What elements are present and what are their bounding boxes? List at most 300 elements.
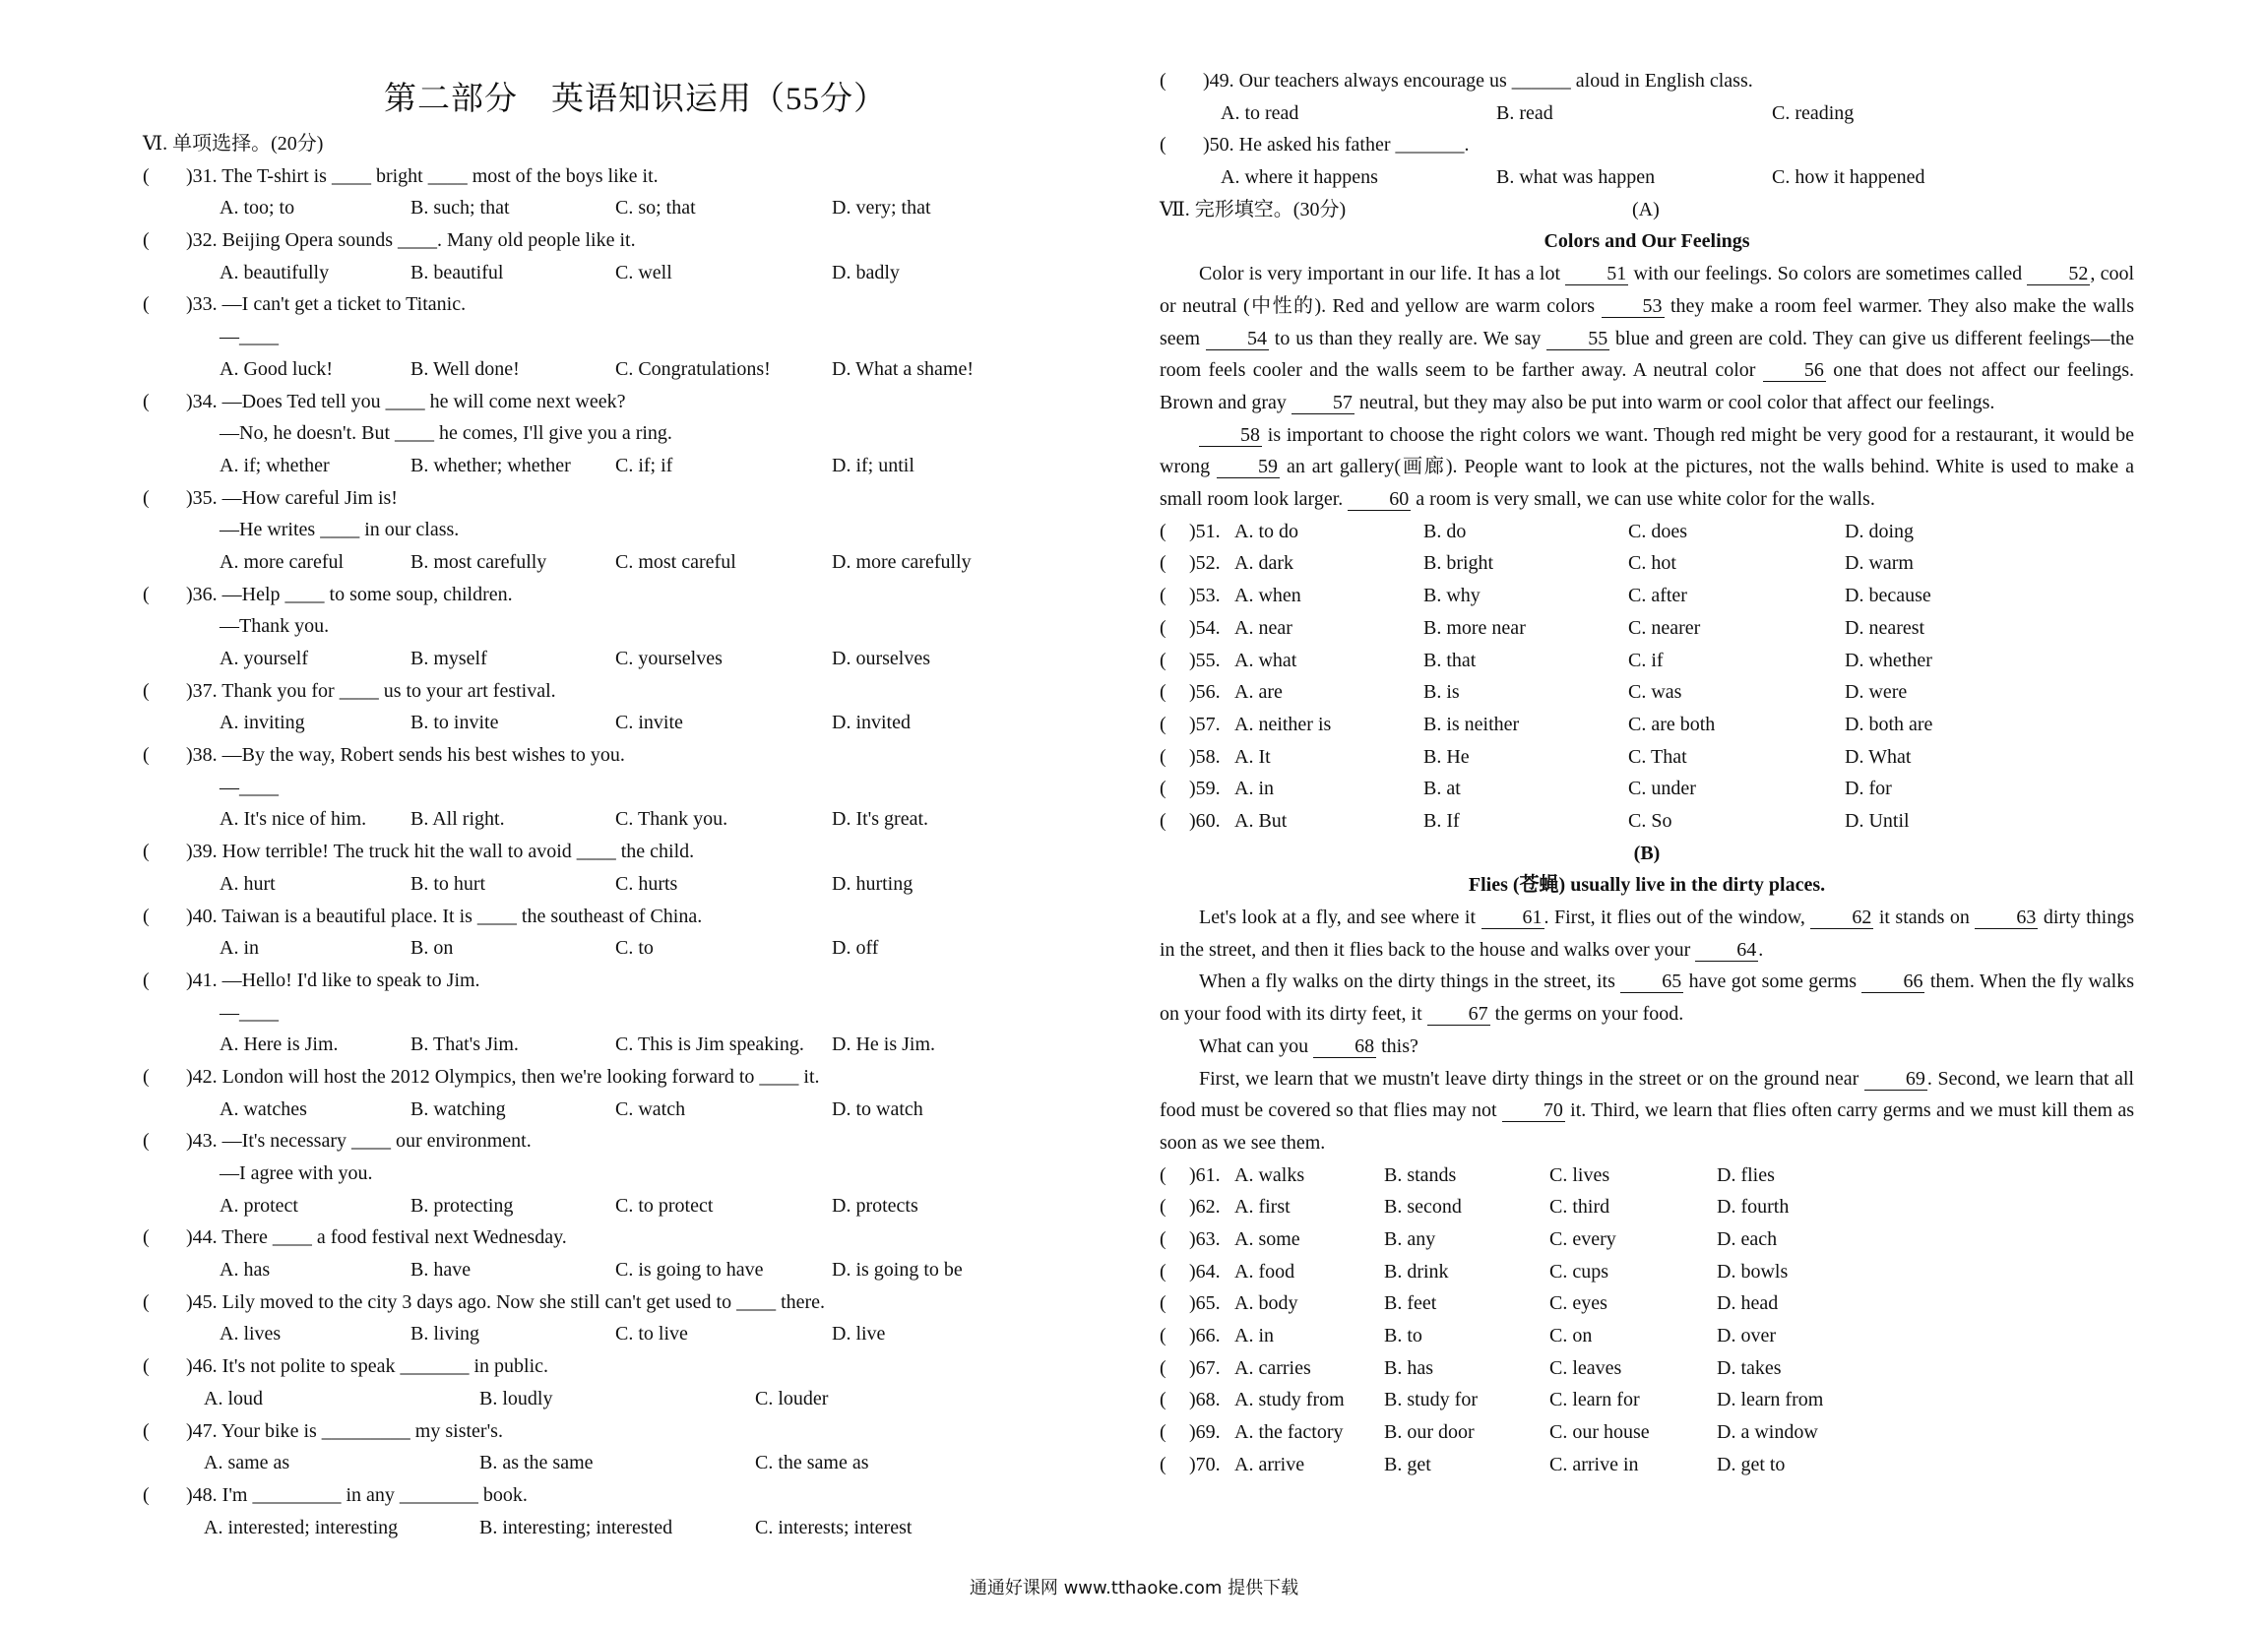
option-49-B: B. read bbox=[1496, 101, 1553, 124]
answer-paren: ( bbox=[1160, 1356, 1166, 1379]
question-42-options bbox=[143, 1094, 1009, 1126]
answer-paren: ( bbox=[1160, 1325, 1166, 1347]
section-7-heading bbox=[1160, 194, 2134, 226]
cloze-options-59 bbox=[1160, 773, 2134, 805]
cloze-blank-55: 55 bbox=[1546, 328, 1609, 350]
option-44-A: A. has bbox=[220, 1259, 271, 1282]
option-40-A: A. in bbox=[220, 937, 259, 960]
option-56-B: B. is bbox=[1423, 681, 1460, 704]
option-36-A: A. yourself bbox=[220, 648, 308, 669]
part-a-label: (A) bbox=[1632, 198, 1660, 220]
option-66-C: C. on bbox=[1549, 1325, 1593, 1347]
answer-paren: ( bbox=[143, 905, 150, 927]
option-31-A: A. too; to bbox=[220, 197, 295, 219]
option-33-C: C. Congratulations! bbox=[615, 357, 771, 380]
reply-text: —No, he doesn't. But ____ he comes, I'll give you a ring. bbox=[220, 422, 672, 445]
answer-paren: ( bbox=[1160, 713, 1166, 735]
option-35-A: A. more careful bbox=[220, 550, 345, 573]
cloze-blank-70: 70 bbox=[1502, 1099, 1565, 1122]
question-49-options bbox=[1160, 97, 2134, 130]
option-42-D: D. to watch bbox=[832, 1097, 923, 1120]
option-69-D: D. a window bbox=[1717, 1421, 1818, 1444]
option-59-A: A. in bbox=[1234, 778, 1274, 800]
option-39-A: A. hurt bbox=[220, 872, 276, 895]
section-7-title: Ⅶ. 完形填空。(30分) bbox=[1160, 198, 1347, 220]
cloze-options-64 bbox=[1160, 1256, 2134, 1288]
question-36-reply bbox=[143, 610, 1009, 643]
cloze-options-62 bbox=[1160, 1191, 2134, 1223]
question-31 bbox=[143, 160, 1009, 193]
option-37-B: B. to invite bbox=[410, 712, 499, 734]
reply-text: —____ bbox=[220, 776, 279, 798]
option-53-D: D. because bbox=[1845, 585, 1931, 607]
reply-text: —____ bbox=[220, 326, 279, 348]
answer-paren: ( bbox=[1160, 616, 1166, 639]
option-55-D: D. whether bbox=[1845, 649, 1932, 671]
cloze-number: )60. bbox=[1189, 809, 1221, 832]
option-48-A: A. interested; interesting bbox=[204, 1516, 399, 1538]
option-62-B: B. second bbox=[1384, 1196, 1462, 1219]
cloze-blank-60: 60 bbox=[1348, 488, 1411, 511]
option-35-B: B. most carefully bbox=[410, 550, 547, 573]
question-text: )32. Beijing Opera sounds ____. Many old people like it. bbox=[186, 229, 636, 252]
option-47-B: B. as the same bbox=[479, 1452, 594, 1474]
passage-b-paragraph: What can you 68 this? bbox=[1199, 1034, 1418, 1057]
option-67-A: A. carries bbox=[1234, 1356, 1311, 1379]
cloze-options-51 bbox=[1160, 516, 2134, 548]
cloze-blank-61: 61 bbox=[1481, 907, 1544, 929]
option-60-D: D. Until bbox=[1845, 809, 1910, 832]
cloze-number: )51. bbox=[1189, 520, 1221, 542]
cloze-number: )61. bbox=[1189, 1163, 1221, 1186]
question-44-options bbox=[143, 1254, 1009, 1286]
option-45-D: D. live bbox=[832, 1323, 886, 1346]
answer-paren: ( bbox=[1160, 1453, 1166, 1475]
answer-paren: ( bbox=[143, 1355, 150, 1378]
question-43 bbox=[143, 1125, 1009, 1158]
question-text: )39. How terrible! The truck hit the wall to avoid ____ the child. bbox=[186, 841, 695, 863]
answer-paren: ( bbox=[143, 293, 150, 316]
option-61-A: A. walks bbox=[1234, 1163, 1305, 1186]
question-34-reply bbox=[143, 417, 1009, 450]
passage-a-title: Colors and Our Feelings bbox=[1544, 230, 1750, 253]
passage-a-paragraph: Color is very important in our life. It has a lot 51 with our feelings. So colors are sometimes called 52 , cool or neutral (中性的). Red and yellow are warm colors 53 they make a room feel warmer. They also make the walls seem 54 to us than they really are. We say 55 blue and green are cold. They can give us different feelings—the room feels cooler and the walls seem to be farther away. A neutral color 56 one that does not affect our feelings. Brown and gray 57 neutral, but they may also be put into warm or cool color that affect our feelings. bbox=[1160, 263, 2135, 413]
option-32-D: D. badly bbox=[832, 261, 900, 283]
answer-paren: ( bbox=[143, 1130, 150, 1153]
option-50-A: A. where it happens bbox=[1221, 166, 1378, 189]
option-68-D: D. learn from bbox=[1717, 1389, 1824, 1411]
answer-paren: ( bbox=[143, 744, 150, 767]
option-32-B: B. beautiful bbox=[410, 261, 504, 283]
question-40-options bbox=[143, 932, 1009, 965]
option-42-B: B. watching bbox=[410, 1097, 506, 1120]
cloze-number: )54. bbox=[1189, 616, 1221, 639]
page-title: 第二部分 英语知识运用（55分） bbox=[384, 82, 887, 117]
answer-paren: ( bbox=[1160, 1228, 1166, 1250]
option-58-B: B. He bbox=[1423, 745, 1470, 768]
footer-text: 通通好课网 www.tthaoke.com 提供下载 bbox=[969, 1578, 1299, 1598]
option-41-C: C. This is Jim speaking. bbox=[615, 1033, 804, 1056]
question-34 bbox=[143, 386, 1009, 418]
question-text: )40. Taiwan is a beautiful place. It is ____ the southeast of China. bbox=[186, 905, 703, 927]
option-70-D: D. get to bbox=[1717, 1453, 1786, 1475]
question-text: )34. —Does Ted tell you ____ he will come next week? bbox=[186, 390, 626, 412]
option-60-B: B. If bbox=[1423, 809, 1460, 832]
answer-paren: ( bbox=[1160, 745, 1166, 768]
cloze-options-60 bbox=[1160, 805, 2134, 838]
option-70-B: B. get bbox=[1384, 1453, 1431, 1475]
option-54-A: A. near bbox=[1234, 616, 1292, 639]
cloze-number: )69. bbox=[1189, 1421, 1221, 1444]
question-33-reply bbox=[143, 321, 1009, 353]
question-50 bbox=[1160, 129, 2134, 161]
reply-text: —I agree with you. bbox=[220, 1162, 373, 1184]
question-37 bbox=[143, 675, 1009, 708]
option-35-D: D. more carefully bbox=[832, 550, 972, 573]
question-39 bbox=[143, 836, 1009, 868]
option-42-A: A. watches bbox=[220, 1097, 307, 1120]
question-text: )41. —Hello! I'd like to speak to Jim. bbox=[186, 969, 480, 991]
passage-b-paragraph: Let's look at a fly, and see where it 61 . First, it flies out of the window, 62 it stands on 63 dirty things in the street, and then it flies back to the house and walks over your 64 . bbox=[1160, 907, 2134, 961]
option-40-B: B. on bbox=[410, 937, 454, 960]
cloze-blank-51: 51 bbox=[1565, 263, 1628, 285]
option-53-A: A. when bbox=[1234, 585, 1301, 607]
option-41-D: D. He is Jim. bbox=[832, 1033, 935, 1056]
answer-paren: ( bbox=[1160, 1260, 1166, 1283]
cloze-blank-54: 54 bbox=[1206, 328, 1269, 350]
option-41-A: A. Here is Jim. bbox=[220, 1033, 339, 1056]
option-33-A: A. Good luck! bbox=[220, 357, 333, 380]
answer-paren: ( bbox=[143, 969, 150, 991]
question-32-options bbox=[143, 257, 1009, 289]
option-67-B: B. has bbox=[1384, 1356, 1433, 1379]
option-37-D: D. invited bbox=[832, 712, 911, 734]
cloze-options-67 bbox=[1160, 1352, 2134, 1385]
cloze-number: )57. bbox=[1189, 713, 1221, 735]
cloze-options-66 bbox=[1160, 1320, 2134, 1352]
cloze-number: )62. bbox=[1189, 1196, 1221, 1219]
cloze-options-58 bbox=[1160, 741, 2134, 774]
option-61-D: D. flies bbox=[1717, 1163, 1775, 1186]
answer-paren: ( bbox=[1160, 70, 1166, 92]
option-52-A: A. dark bbox=[1234, 552, 1293, 575]
question-text: )37. Thank you for ____ us to your art festival. bbox=[186, 679, 556, 702]
cloze-blank-52: 52 bbox=[2027, 263, 2090, 285]
question-41 bbox=[143, 965, 1009, 997]
option-40-C: C. to bbox=[615, 937, 654, 960]
cloze-number: )64. bbox=[1189, 1260, 1221, 1283]
question-38-options bbox=[143, 803, 1009, 836]
question-text: )31. The T-shirt is ____ bright ____ most of the boys like it. bbox=[186, 164, 659, 187]
passage-a-paragraph: 58 is important to choose the right colors we want. Though red might be very good for a restaurant, it would be wrong 59 an art gallery(画廊). People want to look at the pictures, not the walls behind. White is used to make a small room look larger. 60 a room is very small, we can use white color for the walls. bbox=[1160, 423, 2134, 511]
answer-paren: ( bbox=[1160, 585, 1166, 607]
option-54-C: C. nearer bbox=[1628, 616, 1701, 639]
cloze-options-61 bbox=[1160, 1159, 2134, 1192]
answer-paren: ( bbox=[1160, 134, 1166, 157]
option-44-D: D. is going to be bbox=[832, 1259, 963, 1282]
cloze-blank-62: 62 bbox=[1810, 907, 1873, 929]
option-50-B: B. what was happen bbox=[1496, 166, 1656, 189]
cloze-number: )67. bbox=[1189, 1356, 1221, 1379]
option-52-B: B. bright bbox=[1423, 552, 1494, 575]
passage-b-title: Flies (苍蝇) usually live in the dirty places. bbox=[1468, 874, 1826, 897]
answer-paren: ( bbox=[143, 1419, 150, 1442]
option-62-C: C. third bbox=[1549, 1196, 1610, 1219]
cloze-number: )63. bbox=[1189, 1228, 1221, 1250]
option-56-C: C. was bbox=[1628, 681, 1682, 704]
answer-paren: ( bbox=[143, 583, 150, 605]
option-31-C: C. so; that bbox=[615, 197, 696, 219]
option-64-D: D. bowls bbox=[1717, 1260, 1789, 1283]
option-68-B: B. study for bbox=[1384, 1389, 1478, 1411]
cloze-number: )56. bbox=[1189, 681, 1221, 704]
option-64-C: C. cups bbox=[1549, 1260, 1608, 1283]
cloze-number: )65. bbox=[1189, 1292, 1221, 1315]
option-38-D: D. It's great. bbox=[832, 808, 929, 831]
question-37-options bbox=[143, 707, 1009, 739]
cloze-blank-66: 66 bbox=[1861, 971, 1924, 993]
option-48-C: C. interests; interest bbox=[755, 1516, 913, 1538]
option-36-B: B. myself bbox=[410, 648, 487, 669]
cloze-options-55 bbox=[1160, 645, 2134, 677]
option-45-C: C. to live bbox=[615, 1323, 688, 1346]
answer-paren: ( bbox=[1160, 552, 1166, 575]
option-54-D: D. nearest bbox=[1845, 616, 1925, 639]
option-34-C: C. if; if bbox=[615, 454, 673, 476]
cloze-number: )70. bbox=[1189, 1453, 1221, 1475]
option-39-D: D. hurting bbox=[832, 872, 914, 895]
cloze-options-53 bbox=[1160, 580, 2134, 612]
cloze-options-54 bbox=[1160, 612, 2134, 645]
option-44-C: C. is going to have bbox=[615, 1259, 764, 1282]
option-51-C: C. does bbox=[1628, 520, 1687, 542]
option-47-C: C. the same as bbox=[755, 1452, 869, 1474]
option-57-D: D. both are bbox=[1845, 713, 1933, 735]
option-39-C: C. hurts bbox=[615, 872, 678, 895]
option-63-D: D. each bbox=[1717, 1228, 1778, 1250]
option-36-C: C. yourselves bbox=[615, 648, 723, 669]
question-48 bbox=[143, 1479, 1009, 1512]
question-46-options bbox=[143, 1383, 1009, 1415]
answer-paren: ( bbox=[143, 229, 150, 252]
cloze-blank-64: 64 bbox=[1695, 939, 1758, 962]
answer-paren: ( bbox=[143, 841, 150, 863]
answer-paren: ( bbox=[143, 486, 150, 509]
question-41-reply bbox=[143, 997, 1009, 1030]
question-text: )47. Your bike is _________ my sister's. bbox=[186, 1419, 503, 1442]
question-50-options bbox=[1160, 161, 2134, 194]
option-58-D: D. What bbox=[1845, 745, 1912, 768]
option-47-A: A. same as bbox=[204, 1452, 290, 1474]
question-35-reply bbox=[143, 514, 1009, 546]
option-31-B: B. such; that bbox=[410, 197, 510, 219]
option-63-C: C. every bbox=[1549, 1228, 1616, 1250]
answer-paren: ( bbox=[1160, 1292, 1166, 1315]
option-58-A: A. It bbox=[1234, 745, 1271, 768]
option-45-A: A. lives bbox=[220, 1323, 282, 1346]
right-column bbox=[1160, 65, 2134, 1481]
answer-paren: ( bbox=[143, 1065, 150, 1088]
option-51-D: D. doing bbox=[1845, 520, 1914, 542]
option-64-A: A. food bbox=[1234, 1260, 1295, 1283]
option-36-D: D. ourselves bbox=[832, 648, 930, 669]
option-61-B: B. stands bbox=[1384, 1163, 1457, 1186]
option-34-B: B. whether; whether bbox=[410, 454, 571, 476]
option-40-D: D. off bbox=[832, 937, 879, 960]
option-58-C: C. That bbox=[1628, 745, 1687, 768]
option-55-C: C. if bbox=[1628, 649, 1664, 671]
option-43-C: C. to protect bbox=[615, 1194, 714, 1217]
option-70-C: C. arrive in bbox=[1549, 1453, 1639, 1475]
cloze-number: )59. bbox=[1189, 778, 1221, 800]
option-69-A: A. the factory bbox=[1234, 1421, 1344, 1444]
option-39-B: B. to hurt bbox=[410, 872, 486, 895]
cloze-number: )66. bbox=[1189, 1325, 1221, 1347]
cloze-options-68 bbox=[1160, 1384, 2134, 1416]
option-34-A: A. if; whether bbox=[220, 454, 330, 476]
cloze-number: )58. bbox=[1189, 745, 1221, 768]
answer-paren: ( bbox=[143, 679, 150, 702]
question-text: )44. There ____ a food festival next Wednesday. bbox=[186, 1226, 567, 1249]
option-54-B: B. more near bbox=[1423, 616, 1526, 639]
option-67-C: C. leaves bbox=[1549, 1356, 1622, 1379]
option-43-D: D. protects bbox=[832, 1194, 918, 1217]
option-52-D: D. warm bbox=[1845, 552, 1914, 575]
option-65-B: B. feet bbox=[1384, 1292, 1437, 1315]
option-63-B: B. any bbox=[1384, 1228, 1436, 1250]
cloze-options-52 bbox=[1160, 547, 2134, 580]
question-39-options bbox=[143, 868, 1009, 901]
answer-paren: ( bbox=[1160, 778, 1166, 800]
option-61-C: C. lives bbox=[1549, 1163, 1610, 1186]
question-36 bbox=[143, 579, 1009, 611]
option-59-D: D. for bbox=[1845, 778, 1892, 800]
question-34-options bbox=[143, 450, 1009, 482]
option-37-A: A. inviting bbox=[220, 712, 305, 734]
answer-paren: ( bbox=[1160, 681, 1166, 704]
option-37-C: C. invite bbox=[615, 712, 683, 734]
option-63-A: A. some bbox=[1234, 1228, 1300, 1250]
question-33-options bbox=[143, 353, 1009, 386]
option-64-B: B. drink bbox=[1384, 1260, 1449, 1283]
answer-paren: ( bbox=[143, 390, 150, 412]
question-38-reply bbox=[143, 772, 1009, 804]
option-57-B: B. is neither bbox=[1423, 713, 1520, 735]
passage-a bbox=[1160, 258, 2134, 516]
cloze-number: )68. bbox=[1189, 1389, 1221, 1411]
question-32 bbox=[143, 224, 1009, 257]
question-45-options bbox=[143, 1318, 1009, 1350]
option-44-B: B. have bbox=[410, 1259, 472, 1282]
cloze-blank-53: 53 bbox=[1602, 295, 1665, 318]
answer-paren: ( bbox=[1160, 649, 1166, 671]
part-b-label: (B) bbox=[1633, 842, 1661, 864]
question-33 bbox=[143, 288, 1009, 321]
cloze-blank-65: 65 bbox=[1620, 971, 1683, 993]
cloze-number: )53. bbox=[1189, 585, 1221, 607]
cloze-options-70 bbox=[1160, 1449, 2134, 1481]
reply-text: —He writes ____ in our class. bbox=[220, 519, 460, 541]
answer-paren: ( bbox=[143, 1226, 150, 1249]
option-43-B: B. protecting bbox=[410, 1194, 514, 1217]
option-49-A: A. to read bbox=[1221, 101, 1299, 124]
option-46-C: C. louder bbox=[755, 1387, 829, 1409]
answer-paren: ( bbox=[1160, 809, 1166, 832]
cloze-options-65 bbox=[1160, 1287, 2134, 1320]
question-text: )42. London will host the 2012 Olympics, then we're looking forward to ____ it. bbox=[186, 1065, 820, 1088]
option-59-C: C. under bbox=[1628, 778, 1696, 800]
question-text: )35. —How careful Jim is! bbox=[186, 486, 398, 509]
question-49 bbox=[1160, 65, 2134, 97]
option-33-B: B. Well done! bbox=[410, 357, 520, 380]
option-55-B: B. that bbox=[1423, 649, 1477, 671]
option-66-A: A. in bbox=[1234, 1325, 1274, 1347]
question-31-options bbox=[143, 192, 1009, 224]
option-48-B: B. interesting; interested bbox=[479, 1516, 673, 1538]
question-text: )36. —Help ____ to some soup, children. bbox=[186, 583, 513, 605]
option-62-D: D. fourth bbox=[1717, 1196, 1790, 1219]
option-49-C: C. reading bbox=[1772, 101, 1855, 124]
question-text: )50. He asked his father _______. bbox=[1203, 134, 1470, 157]
cloze-options-57 bbox=[1160, 709, 2134, 741]
reply-text: —____ bbox=[220, 1001, 279, 1024]
cloze-options-56 bbox=[1160, 676, 2134, 709]
option-34-D: D. if; until bbox=[832, 454, 914, 476]
option-60-A: A. But bbox=[1234, 809, 1288, 832]
answer-paren: ( bbox=[1160, 1389, 1166, 1411]
answer-paren: ( bbox=[1160, 1196, 1166, 1219]
question-40 bbox=[143, 901, 1009, 933]
option-43-A: A. protect bbox=[220, 1194, 298, 1217]
cloze-blank-56: 56 bbox=[1763, 359, 1826, 382]
cloze-blank-68: 68 bbox=[1313, 1035, 1376, 1058]
cloze-blank-58: 58 bbox=[1199, 424, 1262, 447]
question-35-options bbox=[143, 546, 1009, 579]
option-60-C: C. So bbox=[1628, 809, 1672, 832]
question-41-options bbox=[143, 1029, 1009, 1061]
answer-paren: ( bbox=[143, 1483, 150, 1506]
option-67-D: D. takes bbox=[1717, 1356, 1782, 1379]
question-text: )49. Our teachers always encourage us ______ aloud in English class. bbox=[1203, 70, 1753, 92]
option-42-C: C. watch bbox=[615, 1097, 686, 1120]
option-52-C: C. hot bbox=[1628, 552, 1676, 575]
option-31-D: D. very; that bbox=[832, 197, 931, 219]
question-36-options bbox=[143, 643, 1009, 675]
question-text: )38. —By the way, Robert sends his best wishes to you. bbox=[186, 744, 625, 767]
cloze-blank-59: 59 bbox=[1217, 456, 1280, 478]
answer-paren: ( bbox=[1160, 1421, 1166, 1444]
question-47-options bbox=[143, 1447, 1009, 1479]
option-38-C: C. Thank you. bbox=[615, 808, 728, 831]
question-text: )33. —I can't get a ticket to Titanic. bbox=[186, 293, 467, 316]
section-6-heading: Ⅵ. 单项选择。(20分) bbox=[143, 133, 324, 155]
answer-paren: ( bbox=[1160, 520, 1166, 542]
cloze-options-63 bbox=[1160, 1223, 2134, 1256]
cloze-number: )52. bbox=[1189, 552, 1221, 575]
option-53-B: B. why bbox=[1423, 585, 1480, 607]
option-65-A: A. body bbox=[1234, 1292, 1298, 1315]
question-38 bbox=[143, 739, 1009, 772]
option-32-A: A. beautifully bbox=[220, 261, 330, 283]
option-68-A: A. study from bbox=[1234, 1389, 1345, 1411]
option-51-B: B. do bbox=[1423, 520, 1467, 542]
question-43-options bbox=[143, 1190, 1009, 1222]
question-42 bbox=[143, 1061, 1009, 1094]
cloze-blank-67: 67 bbox=[1427, 1003, 1490, 1026]
option-33-D: D. What a shame! bbox=[832, 357, 975, 380]
answer-paren: ( bbox=[143, 1290, 150, 1313]
question-text: )43. —It's necessary ____ our environment. bbox=[186, 1130, 532, 1153]
